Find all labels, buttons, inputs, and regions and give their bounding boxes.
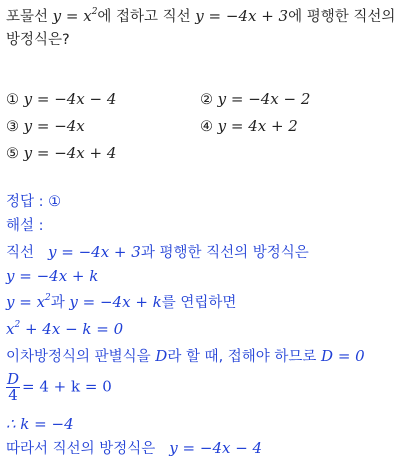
step-text: 직선 (6, 245, 35, 261)
discriminant-symbol: D (155, 347, 168, 365)
step-text: 를 연립하면 (161, 295, 237, 311)
choice-2[interactable] (200, 89, 310, 110)
answer-label: 정답 : ① (6, 194, 62, 210)
explanation-label: 해설 : (6, 218, 44, 234)
step-equation: = 4 + k = 0 (22, 377, 112, 396)
step-equation: D = 0 (321, 347, 365, 365)
step-text: 과 (50, 295, 65, 311)
parabola-equation: $y = x^2$ (52, 7, 98, 25)
fraction-d-over-4 (6, 372, 20, 403)
choice-mark: ④ (200, 119, 213, 135)
explanation-step-3 (6, 292, 236, 313)
step-equation: $x^2 + 4x - k = 0$ (6, 320, 124, 338)
question-line-2 (6, 30, 70, 50)
explanation-step-2 (6, 266, 98, 287)
question-text: 방정식은? (6, 32, 70, 48)
choice-3[interactable] (6, 116, 85, 137)
line-equation: y = −4x + 3 (195, 7, 289, 25)
explanation-step-6 (6, 372, 112, 403)
exponent: 2 (14, 320, 21, 330)
choice-expression: y = 4x + 2 (217, 117, 298, 135)
step-text: 이차방정식의 판별식을 (6, 349, 151, 365)
choice-4[interactable] (200, 116, 298, 137)
explanation-step-1 (6, 242, 309, 263)
step-equation: ∴ k = −4 (6, 415, 74, 433)
step-text: 따라서 직선의 방정식은 (6, 441, 156, 457)
fraction-numerator: D (7, 370, 20, 388)
exponent: 2 (91, 7, 98, 17)
exponent: 2 (45, 293, 51, 303)
choice-expression: y = −4x (23, 117, 85, 135)
explanation-step-8 (6, 438, 262, 459)
step-equation: y = −4x + 3 (48, 243, 141, 261)
question-text: 에 평행한 직선의 (288, 9, 396, 25)
question-line-1 (6, 6, 395, 27)
question-text: 에 접하고 직선 (97, 9, 191, 25)
choice-mark: ⑤ (6, 146, 19, 162)
step-equation: y = −4x + k (6, 267, 99, 285)
choice-mark: ② (200, 92, 213, 108)
choice-expression: y = −4x + 4 (23, 144, 117, 162)
explanation-step-7 (6, 414, 74, 435)
step-text: 라 할 때, 접해야 하므로 (167, 349, 317, 365)
choice-mark: ① (6, 92, 19, 108)
question-text: 포물선 (6, 9, 49, 25)
choice-1[interactable] (6, 89, 116, 110)
step-text: 과 평행한 직선의 방정식은 (140, 245, 309, 261)
step-equation: y = −4x − 4 (169, 439, 263, 457)
step-equation: $y = x^2$ (6, 293, 51, 311)
choice-expression: y = −4x − 4 (23, 90, 117, 108)
step-equation: y = −4x + k (69, 293, 162, 311)
fraction-denominator: 4 (8, 386, 18, 404)
explanation-step-5 (6, 346, 365, 367)
choice-5[interactable] (6, 143, 116, 164)
choice-mark: ③ (6, 119, 19, 135)
choice-expression: y = −4x − 2 (217, 90, 311, 108)
explanation-step-4 (6, 319, 123, 340)
